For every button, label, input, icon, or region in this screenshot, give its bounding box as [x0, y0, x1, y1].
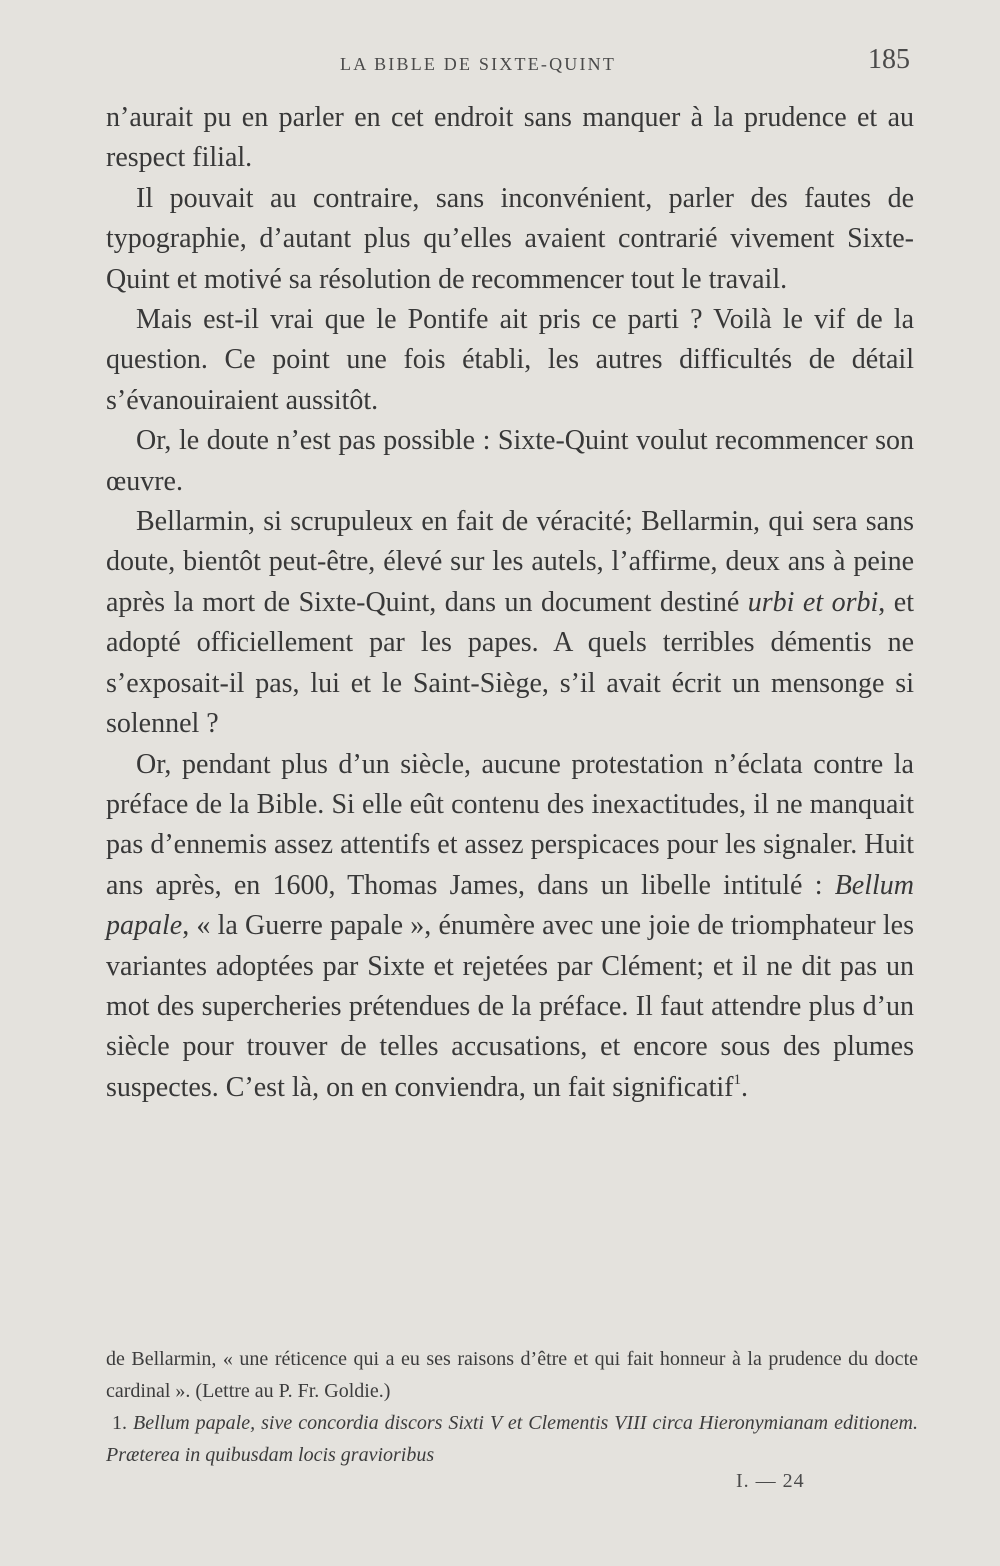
- paragraph-3: Mais est-il vrai que le Pontife ait pris ce parti ? Voilà le vif de la question. Ce point une fois établi, les autres difficultés de détail s’évanouiraient aussitôt.: [106, 304, 914, 416]
- paragraph-5-italic: urbi et orbi: [747, 586, 879, 618]
- paragraph-5-text: Bellarmin, si scrupuleux en fait de véracité; Bellarmin, qui sera sans doute, bientôt peut-être, élevé sur les autels, l’affirme, deux ans à peine après la mort de Sixte-Quint, dans un document destiné: [106, 506, 914, 618]
- page-number: 185: [868, 44, 910, 75]
- paragraph-6: [106, 745, 914, 1109]
- paragraph-5-text-end: , et adopté officiellement par les papes. A quels terribles démentis ne s’exposait-il pas, lui et le Saint-Siège, s’il avait écrit un mensonge si solennel ?: [106, 586, 914, 740]
- paragraph-6-italic: Bellum papale: [106, 869, 914, 942]
- paragraph-5: [106, 502, 914, 744]
- body-text: [106, 98, 914, 1108]
- running-head: [0, 44, 1000, 80]
- footnote-continuation: de Bellarmin, « une réticence qui a eu ses raisons d’être et qui fait honneur à la prudence du docte cardinal ». (Lettre au P. Fr. Goldie.): [106, 1348, 918, 1402]
- paragraph-1: n’aurait pu en parler en cet endroit sans manquer à la prudence et au respect filial.: [106, 102, 914, 174]
- footnote-1-number: 1.: [112, 1412, 127, 1434]
- signature-mark: I. — 24: [736, 1470, 805, 1492]
- footnotes: [106, 1343, 918, 1471]
- paragraph-4: Or, le doute n’est pas possible : Sixte-Quint voulut recommencer son œuvre.: [106, 425, 914, 497]
- paragraph-6-period: .: [740, 1071, 748, 1103]
- running-title: LA BIBLE DE SIXTE-QUINT: [340, 54, 617, 74]
- paragraph-6-text: Or, pendant plus d’un siècle, aucune protestation n’éclata contre la préface de la Bible. Si elle eût contenu des inexactitudes, il ne manquait pas d’ennemis assez attentifs et assez perspicaces pour les signaler. Huit ans après, en 1600, Thomas James, dans un libelle intitulé :: [106, 748, 914, 901]
- footnote-1-text: Bellum papale, sive concordia discors Sixti V et Clementis VIII circa Hieronymianam editionem. Præterea in quibusdam locis gravioribus: [106, 1412, 918, 1466]
- footnote-1: [106, 1407, 918, 1471]
- paragraph-2: Il pouvait au contraire, sans inconvénient, parler des fautes de typographie, d’autant plus qu’elles avaient contrarié vivement Sixte-Quint et motivé sa résolution de recommencer tout le travail.: [106, 182, 914, 295]
- footnote-reference: 1: [733, 1071, 741, 1088]
- paragraph-6-text-end: , « la Guerre papale », énumère avec une joie de triomphateur les variantes adoptées par Sixte et rejetées par Clément; et il ne dit pas un mot des supercheries prétendues de la préface. Il faut attendre plus d’un siècle pour trouver de telles accusations, et encore sous des plumes suspectes. C’est là, on en conviendra, un fait significatif: [106, 910, 914, 1103]
